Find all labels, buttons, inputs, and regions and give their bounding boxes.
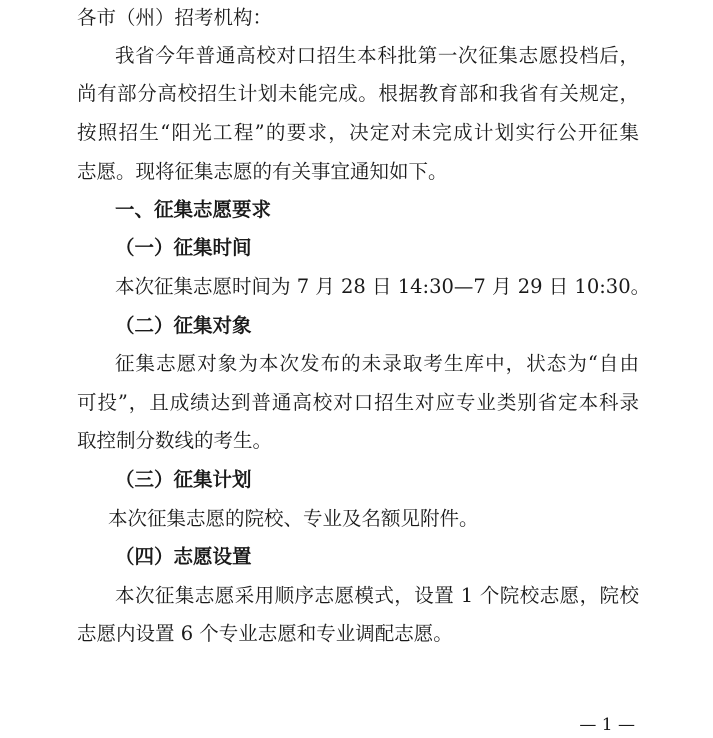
subsection-heading: （三）征集计划	[115, 468, 252, 491]
subsection-heading: （四）志愿设置	[115, 545, 252, 568]
intro-line: 我省今年普通高校对口招生本科批第一次征集志愿投档后，	[115, 44, 639, 67]
salutation: 各市（州）招考机构：	[77, 6, 273, 29]
paragraph-line: 志愿内设置 6 个专业志愿和专业调配志愿。	[77, 622, 453, 645]
paragraph-line: 可投”，且成绩达到普通高校对口招生对应专业类别省定本科录	[77, 391, 639, 414]
paragraph-line: 征集志愿对象为本次发布的未录取考生库中，状态为“自由	[115, 352, 639, 375]
subsection-heading: （一）征集时间	[115, 236, 252, 259]
paragraph-text: 本次征集志愿的院校、专业及名额见附件。	[108, 507, 479, 530]
paragraph-line: 本次征集志愿采用顺序志愿模式，设置 1 个院校志愿，院校	[115, 584, 639, 607]
intro-line: 志愿。现将征集志愿的有关事宜通知如下。	[77, 160, 448, 183]
page-number: — 1 —	[579, 715, 635, 735]
section-heading: 一、征集志愿要求	[115, 198, 272, 221]
paragraph-line: 取控制分数线的考生。	[77, 429, 273, 452]
subsection-heading: （二）征集对象	[115, 314, 252, 337]
intro-line: 尚有部分高校招生计划未能完成。根据教育部和我省有关规定，	[77, 82, 639, 105]
intro-line: 按照招生“阳光工程”的要求，决定对未完成计划实行公开征集	[77, 121, 639, 144]
paragraph-text: 本次征集志愿时间为 7 月 28 日 14:30—7 月 29 日 10:30。	[115, 275, 651, 298]
